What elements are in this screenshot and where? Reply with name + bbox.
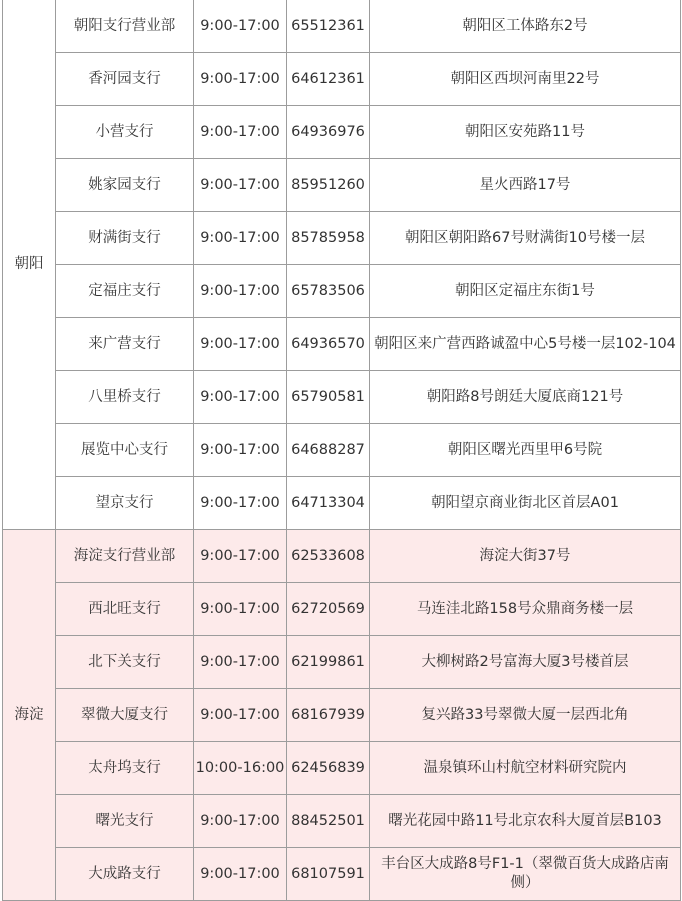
table-row — [3, 212, 681, 265]
table-row — [3, 530, 681, 583]
business-hours: 9:00-17:00 — [194, 318, 287, 371]
branch-address: 大柳树路2号富海大厦3号楼首层 — [370, 636, 681, 689]
branch-address: 星火西路17号 — [370, 159, 681, 212]
branch-name: 八里桥支行 — [56, 371, 194, 424]
table-row — [3, 106, 681, 159]
phone-number: 68107591 — [287, 848, 370, 901]
phone-number: 64936570 — [287, 318, 370, 371]
branch-address: 丰台区大成路8号F1-1（翠微百货大成路店南侧） — [370, 848, 681, 901]
branch-name: 望京支行 — [56, 477, 194, 530]
phone-number: 85951260 — [287, 159, 370, 212]
branch-address: 马连洼北路158号众鼎商务楼一层 — [370, 583, 681, 636]
business-hours: 9:00-17:00 — [194, 265, 287, 318]
phone-number: 68167939 — [287, 689, 370, 742]
branch-name: 太舟坞支行 — [56, 742, 194, 795]
branch-name: 北下关支行 — [56, 636, 194, 689]
table-row — [3, 477, 681, 530]
phone-number: 62720569 — [287, 583, 370, 636]
phone-number: 88452501 — [287, 795, 370, 848]
branch-name: 海淀支行营业部 — [56, 530, 194, 583]
branch-name: 香河园支行 — [56, 53, 194, 106]
business-hours: 9:00-17:00 — [194, 530, 287, 583]
branch-address: 朝阳区工体路东2号 — [370, 0, 681, 53]
branch-name: 西北旺支行 — [56, 583, 194, 636]
table-row — [3, 795, 681, 848]
branch-address: 朝阳望京商业街北区首层A01 — [370, 477, 681, 530]
table-row — [3, 265, 681, 318]
branch-name: 姚家园支行 — [56, 159, 194, 212]
phone-number: 64936976 — [287, 106, 370, 159]
branch-name: 曙光支行 — [56, 795, 194, 848]
branch-name: 朝阳支行营业部 — [56, 0, 194, 53]
branch-address: 朝阳区来广营西路诚盈中心5号楼一层102-104 — [370, 318, 681, 371]
table-row — [3, 371, 681, 424]
business-hours: 9:00-17:00 — [194, 636, 287, 689]
business-hours: 9:00-17:00 — [194, 795, 287, 848]
district-section — [3, 0, 681, 530]
phone-number: 62456839 — [287, 742, 370, 795]
phone-number: 62533608 — [287, 530, 370, 583]
business-hours: 9:00-17:00 — [194, 424, 287, 477]
branch-table — [2, 0, 681, 901]
phone-number: 64612361 — [287, 53, 370, 106]
branch-address: 曙光花园中路11号北京农科大厦首层B103 — [370, 795, 681, 848]
branch-address: 朝阳区朝阳路67号财满街10号楼一层 — [370, 212, 681, 265]
branch-address: 朝阳区曙光西里甲6号院 — [370, 424, 681, 477]
business-hours: 9:00-17:00 — [194, 53, 287, 106]
table-row — [3, 53, 681, 106]
branch-address: 朝阳区定福庄东街1号 — [370, 265, 681, 318]
branch-name: 小营支行 — [56, 106, 194, 159]
business-hours: 9:00-17:00 — [194, 477, 287, 530]
branch-address: 朝阳区西坝河南里22号 — [370, 53, 681, 106]
branch-name: 财满街支行 — [56, 212, 194, 265]
phone-number: 64688287 — [287, 424, 370, 477]
branch-name: 展览中心支行 — [56, 424, 194, 477]
table-row — [3, 636, 681, 689]
phone-number: 62199861 — [287, 636, 370, 689]
table-row — [3, 0, 681, 53]
phone-number: 65512361 — [287, 0, 370, 53]
district-name: 朝阳 — [3, 0, 56, 530]
branch-address: 复兴路33号翠微大厦一层西北角 — [370, 689, 681, 742]
district-name: 海淀 — [3, 530, 56, 901]
table-row — [3, 159, 681, 212]
table-row — [3, 424, 681, 477]
branch-address: 温泉镇环山村航空材料研究院内 — [370, 742, 681, 795]
table-row — [3, 583, 681, 636]
branch-name: 定福庄支行 — [56, 265, 194, 318]
table-row — [3, 742, 681, 795]
phone-number: 64713304 — [287, 477, 370, 530]
phone-number: 65790581 — [287, 371, 370, 424]
branch-name: 来广营支行 — [56, 318, 194, 371]
branch-address: 朝阳区安苑路11号 — [370, 106, 681, 159]
phone-number: 65783506 — [287, 265, 370, 318]
business-hours: 9:00-17:00 — [194, 159, 287, 212]
table-row — [3, 689, 681, 742]
business-hours: 9:00-17:00 — [194, 0, 287, 53]
business-hours: 9:00-17:00 — [194, 212, 287, 265]
business-hours: 10:00-16:00 — [194, 742, 287, 795]
business-hours: 9:00-17:00 — [194, 106, 287, 159]
branch-name: 大成路支行 — [56, 848, 194, 901]
table-row — [3, 318, 681, 371]
district-section — [3, 530, 681, 901]
business-hours: 9:00-17:00 — [194, 371, 287, 424]
branch-name: 翠微大厦支行 — [56, 689, 194, 742]
table-row — [3, 848, 681, 901]
business-hours: 9:00-17:00 — [194, 689, 287, 742]
business-hours: 9:00-17:00 — [194, 848, 287, 901]
branch-address: 海淀大街37号 — [370, 530, 681, 583]
business-hours: 9:00-17:00 — [194, 583, 287, 636]
phone-number: 85785958 — [287, 212, 370, 265]
branch-address: 朝阳路8号朗廷大厦底商121号 — [370, 371, 681, 424]
